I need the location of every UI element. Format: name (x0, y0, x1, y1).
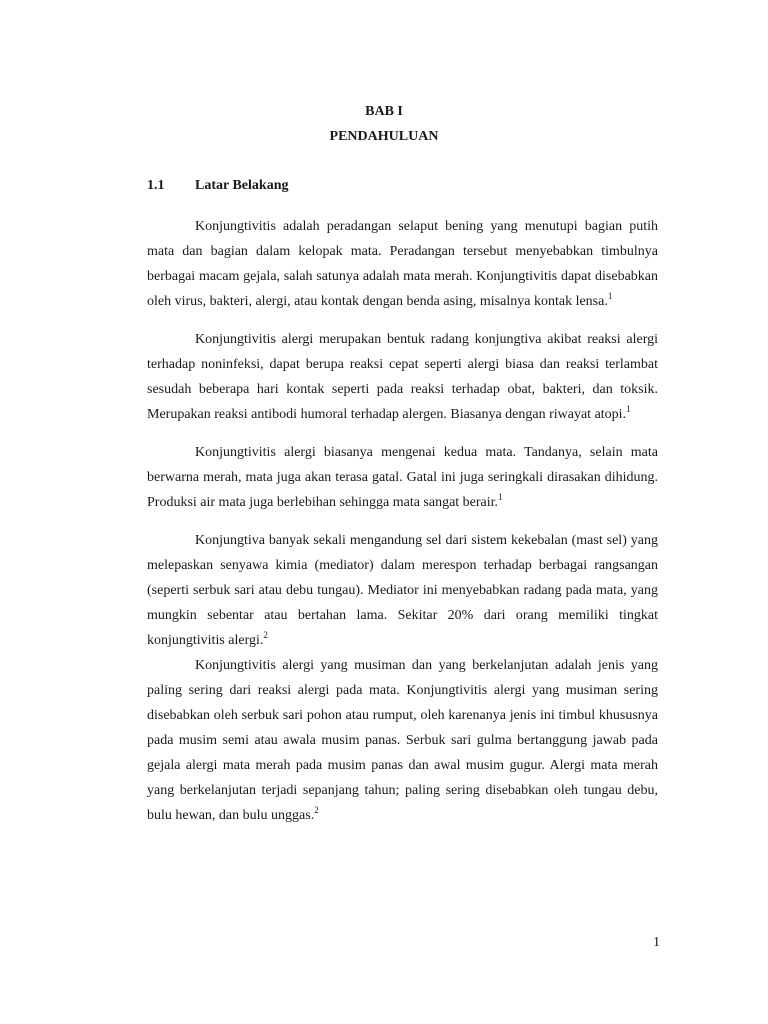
paragraph (147, 653, 658, 828)
footnote-ref: 2 (314, 805, 319, 815)
page-number: 1 (653, 935, 660, 950)
section-title: Latar Belakang (195, 178, 289, 193)
footnote-ref: 1 (498, 492, 503, 502)
chapter-title: PENDAHULUAN (329, 129, 439, 144)
paragraph (147, 214, 658, 314)
chapter-number: BAB I (365, 104, 403, 119)
paragraph-text: Konjungtivitis adalah peradangan selaput bening yang menutupi bagian putih mata dan bagian dalam kelopak mata. Peradangan tersebut menyebabkan timbulnya berbagai macam gejala, salah satunya adalah mata merah. Konjungtivitis dapat disebabkan oleh virus, bakteri, alergi, atau kontak dengan benda asing, misalnya kontak lensa. (147, 219, 658, 309)
paragraph-text: Konjungtivitis alergi merupakan bentuk radang konjungtiva akibat reaksi alergi terhadap noninfeksi, dapat berupa reaksi cepat seperti alergi biasa dan reaksi terlambat sesudah beberapa hari kontak seperti pada reaksi terhadap obat, bakteri, dan toksik. Merupakan reaksi antibodi humoral terhadap alergen. Biasanya dengan riwayat atopi. (147, 332, 658, 422)
body-text (147, 214, 658, 828)
paragraph (147, 440, 658, 515)
paragraph-text: Konjungtivitis alergi biasanya mengenai kedua mata. Tandanya, selain mata berwarna merah, mata juga akan terasa gatal. Gatal ini juga seringkali dirasakan dihidung. Produksi air mata juga berlebihan sehingga mata sangat berair. (147, 445, 658, 510)
paragraph (147, 528, 658, 653)
footnote-ref: 2 (263, 630, 268, 640)
section-heading (147, 178, 288, 194)
footnote-ref: 1 (607, 291, 613, 301)
paragraph-text: Konjungtivitis alergi yang musiman dan yang berkelanjutan adalah jenis yang paling sering dari reaksi alergi pada mata. Konjungtivitis alergi yang musiman sering disebabkan oleh serbuk sari pohon atau rumput, oleh karenanya jenis ini timbul khususnya pada musim semi atau awala musim panas. Serbuk sari gulma bertanggung jawab pada gejala alergi mata merah pada musim panas dan awal musim gugur. Alergi mata merah yang berkelanjutan terjadi sepanjang tahun; paling sering disebabkan oleh tungau debu, bulu hewan, dan bulu unggas. (147, 658, 658, 823)
footnote-ref: 1 (626, 404, 631, 414)
paragraph (147, 327, 658, 427)
paragraph-text: Konjungtiva banyak sekali mengandung sel dari sistem kekebalan (mast sel) yang melepaskan senyawa kimia (mediator) dalam merespon terhadap berbagai rangsangan (seperti serbuk sari atau debu tungau). Mediator ini menyebabkan radang pada mata, yang mungkin sebentar atau bertahan lama. Sekitar 20% dari orang memiliki tingkat konjungtivitis alergi. (147, 533, 658, 648)
section-number: 1.1 (147, 178, 165, 193)
